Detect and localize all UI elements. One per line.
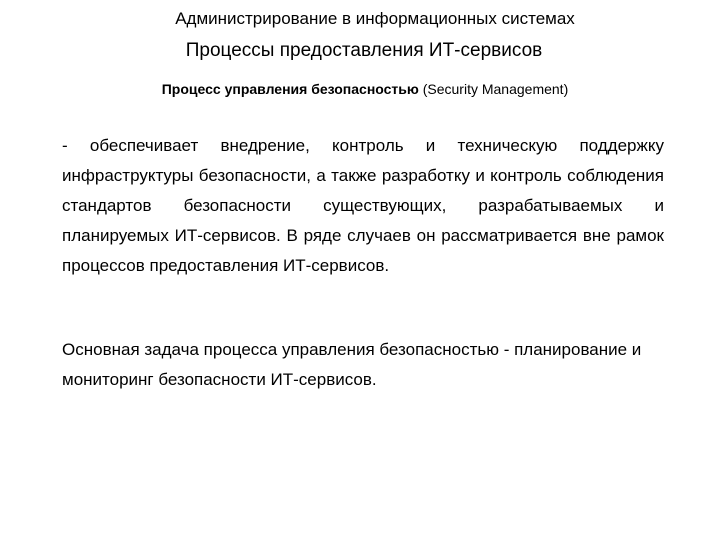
main-task-paragraph: Основная задача процесса управления безопасностью - планирование и мониторинг безопасности ИТ-сервисов.	[62, 340, 642, 389]
process-title	[0, 80, 720, 98]
process-title-russian: Процесс управления безопасностью	[161, 81, 419, 97]
course-title: Администрирование в информационных системах	[175, 9, 575, 28]
lecture-title: Процессы предоставления ИТ-сервисов	[185, 40, 543, 61]
definition-paragraph: - обеспечивает внедрение, контроль и техническую поддержку инфраструктуры безопасности, а также разработку и контроль соблюдения стандартов безопасности существующих, разрабатываемых и планируемых ИТ-сервисов. В ряде случаев он рассматривается вне рамок процессов предоставления ИТ-сервисов.	[62, 136, 664, 275]
process-title-english: (Security Management)	[418, 81, 569, 97]
